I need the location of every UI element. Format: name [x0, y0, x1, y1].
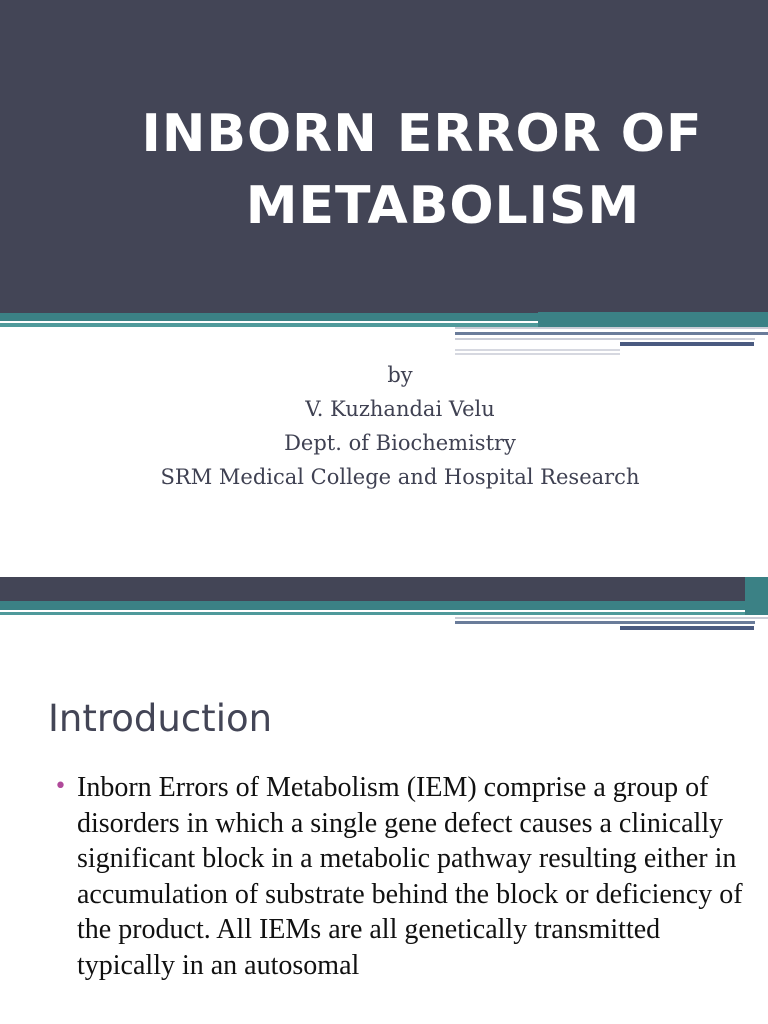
stripe-light-1 — [455, 327, 768, 329]
stripe2-teal-right — [745, 577, 768, 615]
introduction-header-band — [0, 577, 768, 601]
stripe-light-2 — [455, 338, 755, 340]
stripe2-navy-2 — [620, 626, 754, 630]
title-line-2: METABOLISM — [245, 176, 641, 236]
stripe2-teal-thin — [0, 612, 768, 615]
stripe-navy-1 — [455, 332, 768, 335]
stripe-navy-2 — [620, 342, 754, 346]
title-line-1: INBORN ERROR OF — [141, 104, 703, 164]
stripe-light-4 — [455, 353, 620, 355]
byline-by: by — [387, 363, 413, 387]
author-byline — [0, 358, 768, 494]
byline-institution: SRM Medical College and Hospital Research — [160, 465, 640, 489]
introduction-bullet-list — [54, 770, 764, 983]
presentation-title — [0, 98, 768, 242]
byline-department: Dept. of Biochemistry — [284, 431, 516, 455]
stripe-light-3 — [455, 349, 620, 351]
bullet-text: Inborn Errors of Metabolism (IEM) comprise a group of disorders in which a single gene defect causes a clinically significant block in a metabolic pathway resulting either in accumulation of substrate behind the block or deficiency of the product. All IEMs are all genetically transmitted typically in an autosomal — [77, 772, 743, 981]
byline-author: V. Kuzhandai Velu — [305, 397, 495, 421]
bullet-dot-icon: • — [54, 774, 67, 799]
stripe2-teal-band — [0, 601, 768, 610]
stripe2-navy-1 — [455, 621, 755, 624]
list-item — [54, 770, 764, 983]
stripe2-light-1 — [455, 617, 768, 619]
stripe-teal-right — [538, 312, 768, 327]
introduction-heading: Introduction — [48, 697, 273, 740]
